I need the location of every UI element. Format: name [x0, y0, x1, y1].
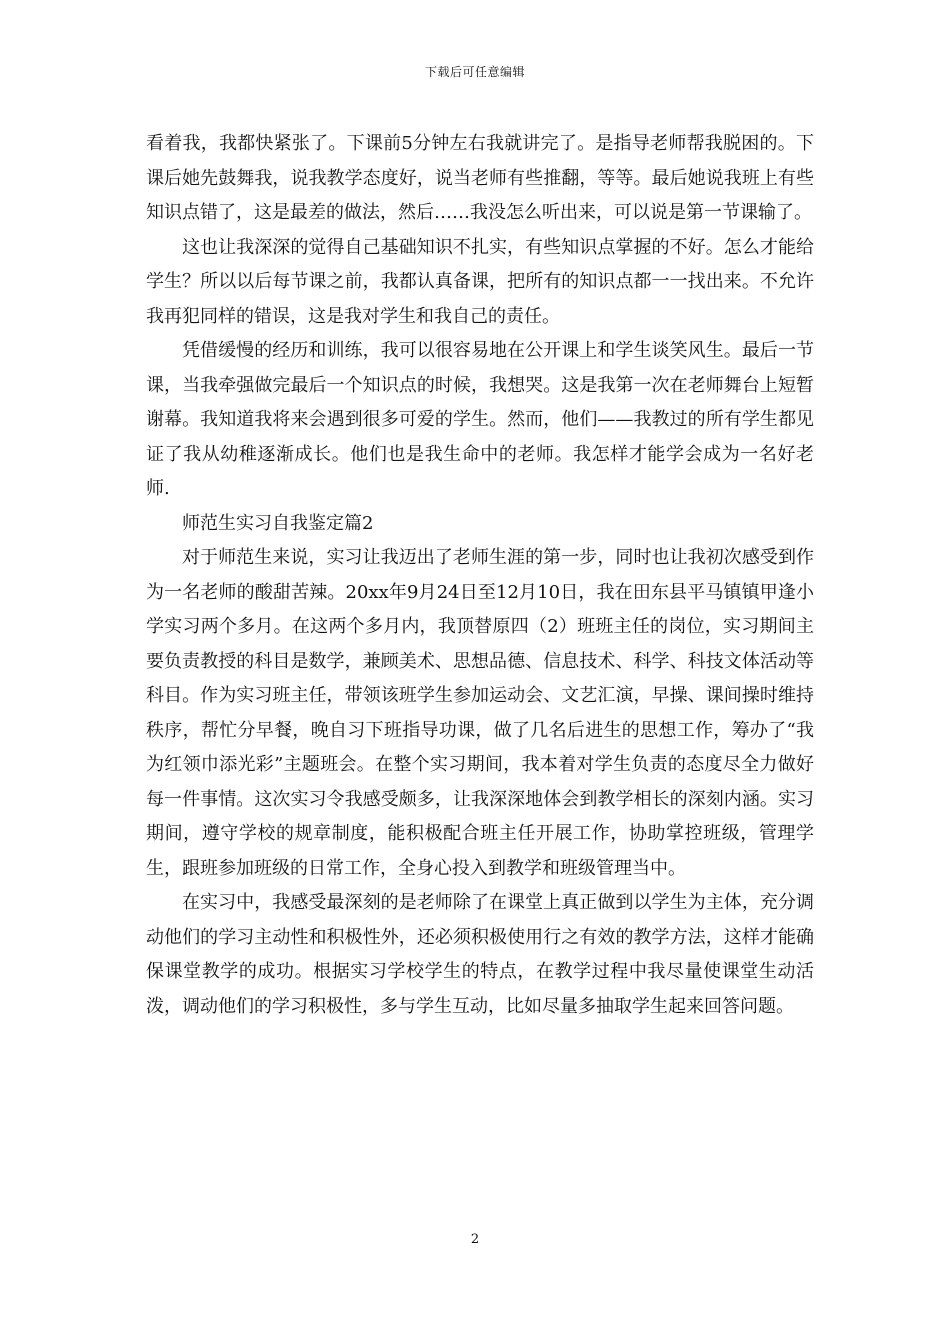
page-header: 下载后可任意编辑	[424, 65, 525, 79]
paragraph-continuation: 看着我，我都快紧张了。下课前5分钟左右我就讲完了。是指导老师帮我脱困的。下课后她先鼓舞我，说我教学态度好，说当老师有些推翻，等等。最后她说我班上有些知识点错了，这是最差的做法，然后……我没怎么听出来，可以说是第一节课输了。	[146, 133, 814, 223]
paragraph: 这也让我深深的觉得自己基础知识不扎实，有些知识点掌握的不好。怎么才能给学生？所以以后每节课之前，我都认真备课，把所有的知识点都一一找出来。不允许我再犯同样的错误，这是我对学生和我自己的责任。	[146, 236, 814, 327]
document-body	[146, 127, 814, 1024]
section-heading: 师范生实习自我鉴定篇2	[182, 512, 374, 534]
paragraph: 对于师范生来说，实习让我迈出了老师生涯的第一步，同时也让我初次感受到作为一名老师的酸甜苦辣。20xx年9月24日至12月10日，我在田东县平马镇镇甲逢小学实习两个多月。在这两个多月内，我顶替原四（2）班班主任的岗位，实习期间主要负责教授的科目是数学，兼顾美术、思想品德、信息技术、科学、科技文体活动等科目。作为实习班主任，带领该班学生参加运动会、文艺汇演，早操、课间操时维持秩序，帮忙分早餐，晚自习下班指导功课，做了几名后进生的思想工作，筹办了“我为红领巾添光彩”主题班会。在整个实习期间，我本着对学生负责的态度尽全力做好每一件事情。这次实习令我感受颇多，让我深深地体会到教学相长的深刻内涵。实习期间，遵守学校的规章制度，能积极配合班主任开展工作，协助掌控班级，管理学生，跟班参加班级的日常工作，全身心投入到教学和班级管理当中。	[146, 547, 814, 879]
page-number: 2	[470, 1232, 480, 1247]
paragraph: 在实习中，我感受最深刻的是老师除了在课堂上真正做到以学生为主体，充分调动他们的学习主动性和积极性外，还必须积极使用行之有效的教学方法，这样才能确保课堂教学的成功。根据实习学校学生的特点，在教学过程中我尽量使课堂生动活泼，调动他们的学习积极性，多与学生互动，比如尽量多抽取学生起来回答问题。	[146, 892, 814, 1017]
paragraph: 凭借缓慢的经历和训练，我可以很容易地在公开课上和学生谈笑风生。最后一节课，当我牵强做完最后一个知识点的时候，我想哭。这是我第一次在老师舞台上短暂谢幕。我知道我将来会遇到很多可爱的学生。然而，他们——我教过的所有学生都见证了我从幼稚逐渐成长。他们也是我生命中的老师。我怎样才能学会成为一名好老师.	[146, 340, 814, 499]
